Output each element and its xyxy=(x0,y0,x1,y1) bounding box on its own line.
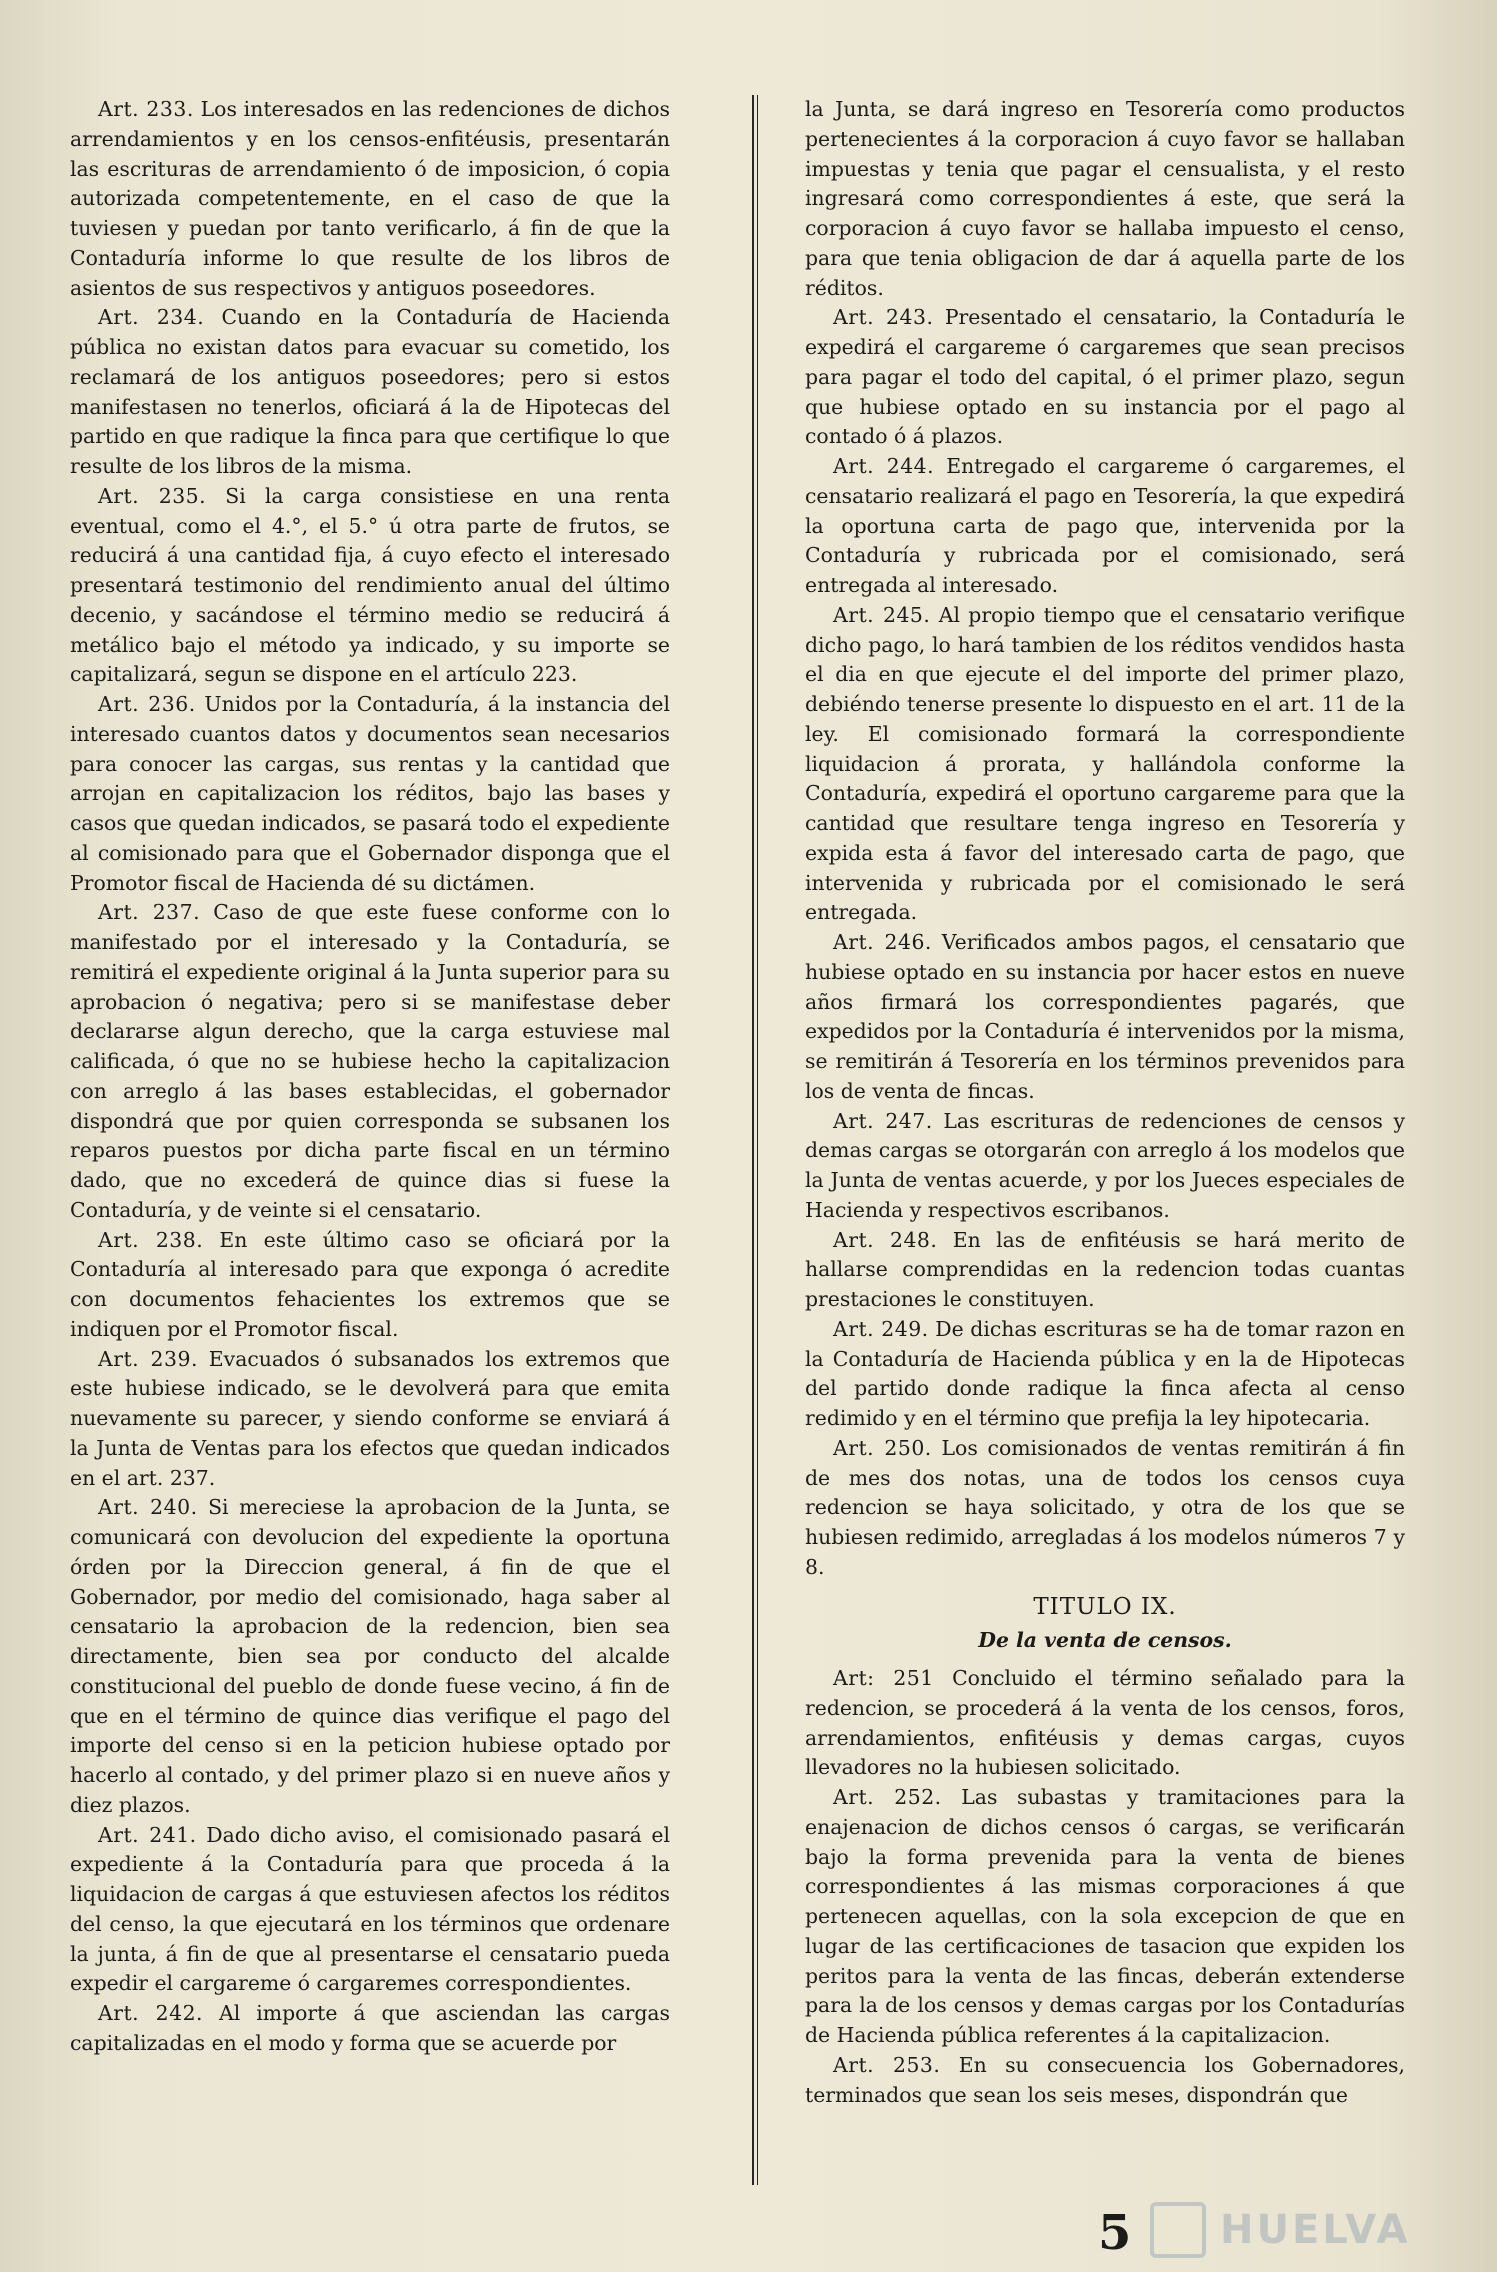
article-242-continued: la Junta, se dará ingreso en Tesorería como productos pertenecientes á la corporacion á cuyo favor se hallaban impuestas y tenia que pagar el censualista, y el resto ingresará como correspondientes á este, que será la corporacion á cuyo favor se hallaba impuesto el censo, para que tenia obligacion de dar á aquella parte de los réditos. xyxy=(805,97,1405,300)
article-253: Art. 253. En su consecuencia los Gobernadores, terminados que sean los seis meses, dispondrán que xyxy=(805,2052,1405,2107)
article-240: Art. 240. Si mereciese la aprobacion de la Junta, se comunicará con devolucion del expediente la oportuna órden por la Direccion general, á fin de que el Gobernador, por medio del comisionado, haga saber al censatario la aprobacion de la redencion, bien sea directamente, bien sea por conducto del alcalde constitucional del pueblo de donde fuese vecino, á fin de que en el término de quince dias verifique el pago del importe del censo si en la peticion hubiese optado por hacerlo al contado, y del primer plazo si en nueve años y diez plazos. xyxy=(70,1495,670,1817)
watermark-text: HUELVA xyxy=(1220,2207,1411,2253)
article-238: Art. 238. En este último caso se oficiará por la Contaduría al interesado para que exponga ó acredite con documentos fehacientes los extremos que se indiquen por el Promotor fiscal. xyxy=(70,1227,670,1341)
right-column xyxy=(805,95,1405,2110)
article-235: Art. 235. Si la carga consistiese en una renta eventual, como el 4.°, el 5.° ú otra parte de frutos, se reducirá á una cantidad fija, á cuyo efecto el interesado presentará testimonio del rendimiento anual del último decenio, y sacándose el término medio se reducirá á metálico bajo el método ya indicado, y su importe se capitalizará, segun se dispone en el artículo 223. xyxy=(70,483,670,687)
article-246: Art. 246. Verificados ambos pagos, el censatario que hubiese optado en su instancia por hacer estos en nueve años firmará los correspondientes pagarés, que expedidos por la Contaduría é intervenidos por la misma, se remitirán á Tesorería en los términos prevenidos para los de venta de fincas. xyxy=(805,930,1406,1103)
article-250: Art. 250. Los comisionados de ventas remitirán á fin de mes dos notas, una de todos los censos cuya redencion se haya solicitado, y otra de los que se hubiesen redimido, arregladas á los modelos números 7 y 8. xyxy=(805,1435,1406,1579)
section-title: TITULO IX. xyxy=(1033,1593,1177,1620)
article-247: Art. 247. Las escrituras de redenciones de censos y demas cargas se otorgarán con arreglo á los modelos que la Junta de ventas acuerde, y por los Jueces especiales de Hacienda y respectivos escribanos. xyxy=(805,1108,1406,1222)
section-subtitle: De la venta de censos. xyxy=(978,1628,1232,1653)
article-244: Art. 244. Entregado el cargareme ó cargaremes, el censatario realizará el pago en Tesorería, la que expedirá la oportuna carta de pago que, intervenida por la Contaduría y rubricada por el comisionado, será entregada al interesado. xyxy=(805,454,1406,597)
article-239: Art. 239. Evacuados ó subsanados los extremos que este hubiese indicado, se le devolverá para que emita nuevamente su parecer, y siendo conforme se enviará á la Junta de Ventas para los efectos que quedan indicados en el art. 237. xyxy=(70,1346,671,1490)
article-233: Art. 233. Los interesados en las redenciones de dichos arrendamientos y en los censos-enfitéusis, presentarán las escrituras de arrendamiento ó de imposicion, ó copia autorizada competentemente, en el caso de que la tuviesen y puedan por tanto verificarlo, á fin de que la Contaduría informe lo que resulte de los libros de asientos de sus respectivos y antiguos poseedores. xyxy=(70,97,671,300)
article-245: Art. 245. Al propio tiempo que el censatario verifique dicho pago, lo hará tambien de los réditos vendidos hasta el dia en que ejecute el del importe del primer plazo, debiéndo tenerse presente lo dispuesto en el art. 11 de la ley. El comisionado formará la correspondiente liquidacion á prorata, y hallándola conforme la Contaduría, expedirá el oportuno cargareme para que la cantidad que resultare tenga ingreso en Tesorería y expida esta á favor del interesado carta de pago, que intervenida y rubricada por el comisionado le será entregada. xyxy=(805,602,1406,925)
column-divider-thin xyxy=(757,95,758,2185)
article-242: Art. 242. Al importe á que asciendan las cargas capitalizadas en el modo y forma que se acuerde por xyxy=(70,2001,670,2055)
column-divider xyxy=(752,95,754,2185)
article-236: Art. 236. Unidos por la Contaduría, á la instancia del interesado cuantos datos y documentos sean necesarios para conocer las cargas, sus rentas y la cantidad que arrojan en capitalizacion los réditos, bajo las bases y casos que quedan indicados, se pasará todo el expediente al comisionado para que el Gobernador disponga que el Promotor fiscal de Hacienda dé su dictámen. xyxy=(70,692,671,895)
watermark xyxy=(1150,2200,1450,2260)
article-241: Art. 241. Dado dicho aviso, el comisionado pasará el expediente á la Contaduría para que proceda á la liquidacion de cargas á que estuviesen afectos los réditos del censo, la que ejecutará en los términos que ordenare la junta, á fin de que al presentarse el censatario pueda expedir el cargareme ó cargaremes correspondientes. xyxy=(70,1822,671,1996)
article-237: Art. 237. Caso de que este fuese conforme con lo manifestado por el interesado y la Contaduría, se remitirá el expediente original á la Junta superior para su aprobacion ó negativa; pero si se manifestase deber declararse algun derecho, que la carga estuviese mal calificada, ó que no se hubiese hecho la capitalizacion con arreglo á las bases establecidas, el gobernador dispondrá que por quien corresponda se subsanen los reparos puestos por dicha parte fiscal en un término dado, que no excederá de quince dias si fuese la Contaduría, y de veinte si el censatario. xyxy=(70,900,671,1222)
article-243: Art. 243. Presentado el censatario, la Contaduría le expedirá el cargareme ó cargaremes que sean precisos para pagar el todo del capital, ó el primer plazo, segun que hubiese optado en su instancia por el pago al contado ó á plazos. xyxy=(805,305,1406,449)
article-234: Art. 234. Cuando en la Contaduría de Hacienda pública no existan datos para evacuar su cometido, los reclamará de los antiguos poseedores; pero si estos manifestasen no tenerlos, oficiará á la de Hipotecas del partido en que radique la finca para que certifique lo que resulte de los libros de la misma. xyxy=(70,305,671,478)
article-251: Art: 251 Concluido el término señalado para la redencion, se procederá á la venta de los censos, foros, arrendamientos, enfitéusis y demas cargas, cuyos llevadores no la hubiesen solicitado. xyxy=(805,1666,1405,1780)
page-number: 5 xyxy=(1098,2205,1132,2261)
article-248: Art. 248. En las de enfitéusis se hará merito de hallarse comprendidas en la redencion todas cuantas prestaciones le constituyen. xyxy=(805,1227,1406,1311)
archive-logo-icon xyxy=(1150,2202,1206,2258)
left-column xyxy=(70,95,670,2059)
article-252: Art. 252. Las subastas y tramitaciones para la enajenacion de dichos censos ó cargas, se verificarán bajo la forma prevenida para la venta de bienes correspondientes á las mismas corporaciones á que pertenecen aquellas, con la sola excepcion de que en lugar de las certificaciones de tasacion que expiden los peritos para la venta de las fincas, deberán extenderse para la de los censos y demas cargas por los Contadurías de Hacienda pública referentes á la capitalizacion. xyxy=(805,1785,1406,2047)
article-249: Art. 249. De dichas escrituras se ha de tomar razon en la Contaduría de Hacienda pública y en la de Hipotecas del partido donde radique la finca afecta al censo redimido y en el término que prefija la ley hipotecaria. xyxy=(805,1316,1406,1430)
